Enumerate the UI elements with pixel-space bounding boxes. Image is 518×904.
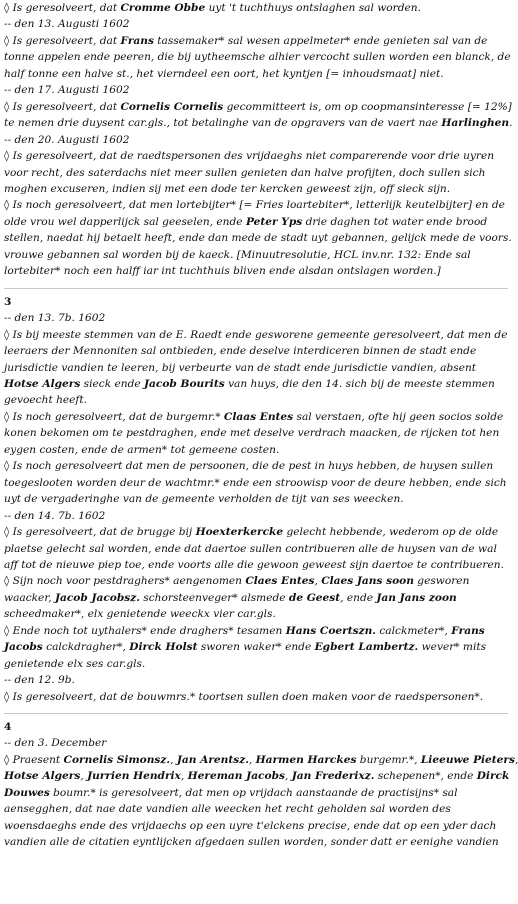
line-text: -- den 14. 7b. 1602: [4, 509, 106, 522]
line-text: aff tot de nieuwe piep toe, ende voorts alle die gewoon geweest sijn daertoe te contribueren.: [4, 558, 504, 571]
text-line: [4, 197, 508, 213]
text-line: [4, 409, 508, 425]
section-divider: [4, 288, 508, 289]
text-line: [4, 360, 508, 376]
line-text: 4: [4, 721, 12, 734]
line-text: vrouwe gebannen sal worden bij de kaeck. [Minuutresolutie, HCL inv.nr. 132: Ende sal: [4, 248, 471, 261]
text-line: [4, 66, 508, 82]
line-text: ◊ Ende noch tot uythalers* ende draghers* tesamen: [4, 624, 286, 637]
text-line: [4, 801, 508, 817]
text-line: [4, 214, 508, 230]
line-text: ◊ Is noch geresolveert dat men de persoonen, die de pest in huys hebben, de huysen sullen: [4, 460, 494, 473]
line-text: genietende elx ses car.gls.: [4, 657, 146, 670]
text-line: [4, 343, 508, 359]
line-text: ◊ Is geresolveert, dat de brugge bij: [4, 526, 196, 539]
line-text: -- den 13. Augusti 1602: [4, 18, 130, 31]
text-line: [4, 16, 508, 32]
text-line: [4, 115, 513, 131]
text-line: [4, 33, 508, 49]
person-or-place-name: Hotse Algers: [4, 377, 81, 390]
text-line: [4, 834, 508, 850]
text-line: [4, 818, 508, 834]
person-or-place-name: Hans Coertszn.: [285, 624, 376, 637]
text-line: [4, 768, 508, 784]
line-text: tonne appelen ende peeren, die bij uytheemsche alhier vercocht sullen worden een blanck, de: [4, 51, 511, 64]
person-or-place-name: Jurrien Hendrix: [87, 770, 181, 783]
line-text: gevoecht heeft.: [4, 394, 87, 407]
text-line: [4, 310, 508, 326]
person-or-place-name: Hereman Jacobs: [187, 770, 285, 783]
person-or-place-name: Hotse Algers: [4, 770, 81, 783]
text-line: [4, 230, 512, 246]
section-divider: [4, 713, 508, 714]
line-text: calckdragher*,: [42, 641, 130, 654]
person-or-place-name: Frans: [451, 624, 485, 637]
person-or-place-name: Douwes: [4, 786, 50, 799]
line-text: -- den 17. Augusti 1602: [4, 84, 130, 97]
person-or-place-name: Jan Arentsz.: [176, 753, 249, 766]
line-text: ◊ Is noch geresolveert, dat de burgemr.*: [4, 410, 224, 423]
person-or-place-name: Jan Frederixz.: [291, 770, 375, 783]
line-text: ◊ Sijn noch voor pestdraghers* aengenomen: [4, 575, 246, 588]
line-text: ◊ Is geresolveert, dat: [4, 34, 121, 47]
line-text: 3: [4, 295, 12, 308]
line-text: ◊ Is bij meeste stemmen van de E. Raedt ende gesworene gemeente geresolveert, dat men de: [4, 328, 508, 341]
line-text: burgemr.*,: [356, 753, 421, 766]
text-line: [4, 49, 511, 65]
line-text: moghen excuseren, indien sij met een dode ter kercken geweest zijn, off sieck sijn.: [4, 182, 451, 195]
text-line: [4, 524, 508, 540]
text-line: [4, 181, 508, 197]
line-text: ,: [80, 770, 88, 783]
text-line: [4, 656, 508, 672]
line-text: leeraers der Mennoniten sal ontbieden, ende deselve interdiceren binnen de stadt ende: [4, 345, 477, 358]
person-or-place-name: Jacob Bourits: [144, 377, 225, 390]
line-text: waacker,: [4, 591, 55, 604]
line-text: vandien alle de citatien eyntlijcken afgedaen sullen worden, sonder datt er eenighe vandien: [4, 836, 499, 849]
text-line: [4, 263, 508, 279]
text-line: [4, 508, 508, 524]
text-line: [4, 557, 508, 573]
text-line: [4, 752, 515, 768]
line-text: uyt de vergaderinghe van de gemeente verholden de tijt van ses weecken.: [4, 493, 404, 506]
line-text: lortebiter* noch een halff iar int tuchthuis bliven ende alsdan ontslagen worden.]: [4, 265, 441, 278]
text-line: [4, 82, 508, 98]
text-line: [4, 376, 508, 392]
line-text: scheedmaker*, elx genietende weeckx vier car.gls.: [4, 608, 276, 621]
text-line: [4, 623, 508, 639]
line-text: konen bekomen om te pestdraghen, ende met deselve verdrach maacken, de rijcken tot hen: [4, 427, 500, 440]
line-text: -- den 12. 9b.: [4, 674, 75, 687]
text-line: [4, 0, 508, 16]
line-text: .: [509, 117, 513, 130]
person-or-place-name: Jan Jans zoon: [376, 591, 457, 604]
text-line: [4, 425, 508, 441]
line-text: gesworen: [413, 575, 470, 588]
person-or-place-name: Claas Entes: [223, 410, 294, 423]
person-or-place-name: Harlinghen: [441, 117, 510, 130]
line-text: jurisdictie vandien te leeren, bij verbeurte van de stadt ende jurisdictie vandien, absent: [4, 361, 477, 374]
line-text: , ende: [340, 591, 377, 604]
line-text: ◊ Is geresolveert, dat de raedtspersonen des vrijdaeghs niet comparerende voor drie uyren: [4, 150, 495, 163]
text-line: [4, 294, 508, 310]
line-text: olde vrou wel dapperlijck sal geeselen, ende: [4, 215, 246, 228]
person-or-place-name: Dirck Holst: [129, 641, 198, 654]
line-text: gelecht hebbende, wederom op de olde: [283, 526, 499, 539]
line-text: boumr.* is geresolveert, dat men op vrijdach aanstaande de practisijns* sal: [49, 786, 458, 799]
text-line: [4, 541, 508, 557]
line-text: voor recht, des saterdachs niet meer sullen genieten dan halve profijten, doch sullen sich: [4, 166, 486, 179]
line-text: aensegghen, dat nae date vandien alle weecken het recht geholden sal worden des: [4, 803, 451, 816]
line-text: toegeslooten worden deur de wachtmr.* ende een stroowisp voor de deure hebben, ende sich: [4, 476, 507, 489]
line-text: ◊ Is geresolveert, dat: [4, 100, 121, 113]
line-text: -- den 3. December: [4, 737, 107, 750]
line-text: woensdaeghs ende des vrijdaechs op een uyre t'elckens precise, ende dat op een yder dach: [4, 819, 497, 832]
text-line: [4, 606, 508, 622]
person-or-place-name: Frans: [120, 34, 154, 47]
person-or-place-name: Jacobs: [4, 641, 43, 654]
text-line: [4, 590, 508, 606]
line-text: -- den 13. 7b. 1602: [4, 312, 106, 325]
person-or-place-name: Lieeuwe Pieters: [420, 753, 515, 766]
line-text: schepenen*, ende: [374, 770, 477, 783]
line-text: tassemaker* sal wesen appelmeter* ende genieten sal van de: [153, 34, 488, 47]
line-text: ◊ Is noch geresolveert, dat men lortebijter* [= Fries loartebiter*, letterlijk keutelbijter] en de: [4, 199, 505, 212]
line-text: -- den 20. Augusti 1602: [4, 133, 130, 146]
text-line: [4, 148, 508, 164]
text-line: [4, 639, 508, 655]
text-line: [4, 475, 508, 491]
person-or-place-name: Dirck: [476, 770, 510, 783]
person-or-place-name: Jacob Jacobsz.: [54, 591, 140, 604]
text-line: [4, 132, 508, 148]
text-line: [4, 247, 508, 263]
line-text: sworen waker* ende: [197, 641, 315, 654]
person-or-place-name: Cromme Obbe: [120, 2, 206, 14]
line-text: ◊ Is geresolveert, dat de bouwmrs.* toortsen sullen doen maken voor de raedspersonen*.: [4, 690, 484, 703]
person-or-place-name: Claes Jans soon: [321, 575, 414, 588]
text-line: [4, 735, 508, 751]
person-or-place-name: de Geest: [288, 591, 341, 604]
line-text: ◊ Praesent: [4, 753, 64, 766]
line-text: van huys, die den 14. sich bij de meeste stemmen: [224, 377, 495, 390]
text-line: [4, 458, 508, 474]
text-line: [4, 327, 508, 343]
person-or-place-name: Cornelis Simonsz.: [63, 753, 171, 766]
line-text: sieck ende: [80, 377, 145, 390]
line-text: stellen, naedat hij betaelt heeft, ende dan mede de stadt uyt gebannen, gelijck mede de voors.: [4, 232, 512, 245]
line-text: ,: [314, 575, 322, 588]
line-text: schorsteenveger* alsmede: [139, 591, 289, 604]
person-or-place-name: Cornelis Cornelis: [120, 100, 224, 113]
person-or-place-name: Harmen Harckes: [255, 753, 357, 766]
text-line: [4, 672, 508, 688]
text-line: [4, 491, 508, 507]
line-text: calckmeter*,: [376, 624, 452, 637]
person-or-place-name: Claes Entes: [245, 575, 315, 588]
line-text: half tonne een halve st., het vierndeel een oort, het kyntjen [= inhoudsmaat] niet.: [4, 67, 444, 80]
text-line: [4, 573, 508, 589]
line-text: ,: [248, 753, 256, 766]
line-text: wever* mits: [418, 641, 487, 654]
line-text: ,: [180, 770, 188, 783]
text-line: [4, 99, 512, 115]
line-text: eygen costen, ende de armen* tot gemeene costen.: [4, 443, 280, 456]
line-text: sal verstaen, ofte hij geen socios solde: [293, 410, 504, 423]
person-or-place-name: Peter Yps: [245, 215, 303, 228]
line-text: gecommitteert is, om op coopmansinteresse [= 12%]: [223, 100, 512, 113]
text-line: [4, 442, 508, 458]
line-text: ,: [170, 753, 177, 766]
person-or-place-name: Hoexterkercke: [195, 526, 284, 539]
text-line: [4, 689, 508, 705]
line-text: drie daghen tot water ende brood: [302, 215, 488, 228]
text-line: [4, 392, 508, 408]
text-line: [4, 785, 508, 801]
line-text: uyt 't tuchthuys ontslaghen sal worden.: [205, 2, 421, 14]
line-text: ,: [284, 770, 292, 783]
line-text: ◊ Is geresolveert, dat: [4, 2, 121, 14]
line-text: te nemen drie duysent car.gls., tot betalinghe van de opgravers van de vaert nae: [4, 117, 442, 130]
line-text: plaetse gelecht sal worden, ende dat daertoe sullen contribueren alle de huysen van de wal: [4, 542, 497, 555]
person-or-place-name: Egbert Lambertz.: [314, 641, 419, 654]
text-line: [4, 719, 508, 735]
text-line: [4, 165, 508, 181]
